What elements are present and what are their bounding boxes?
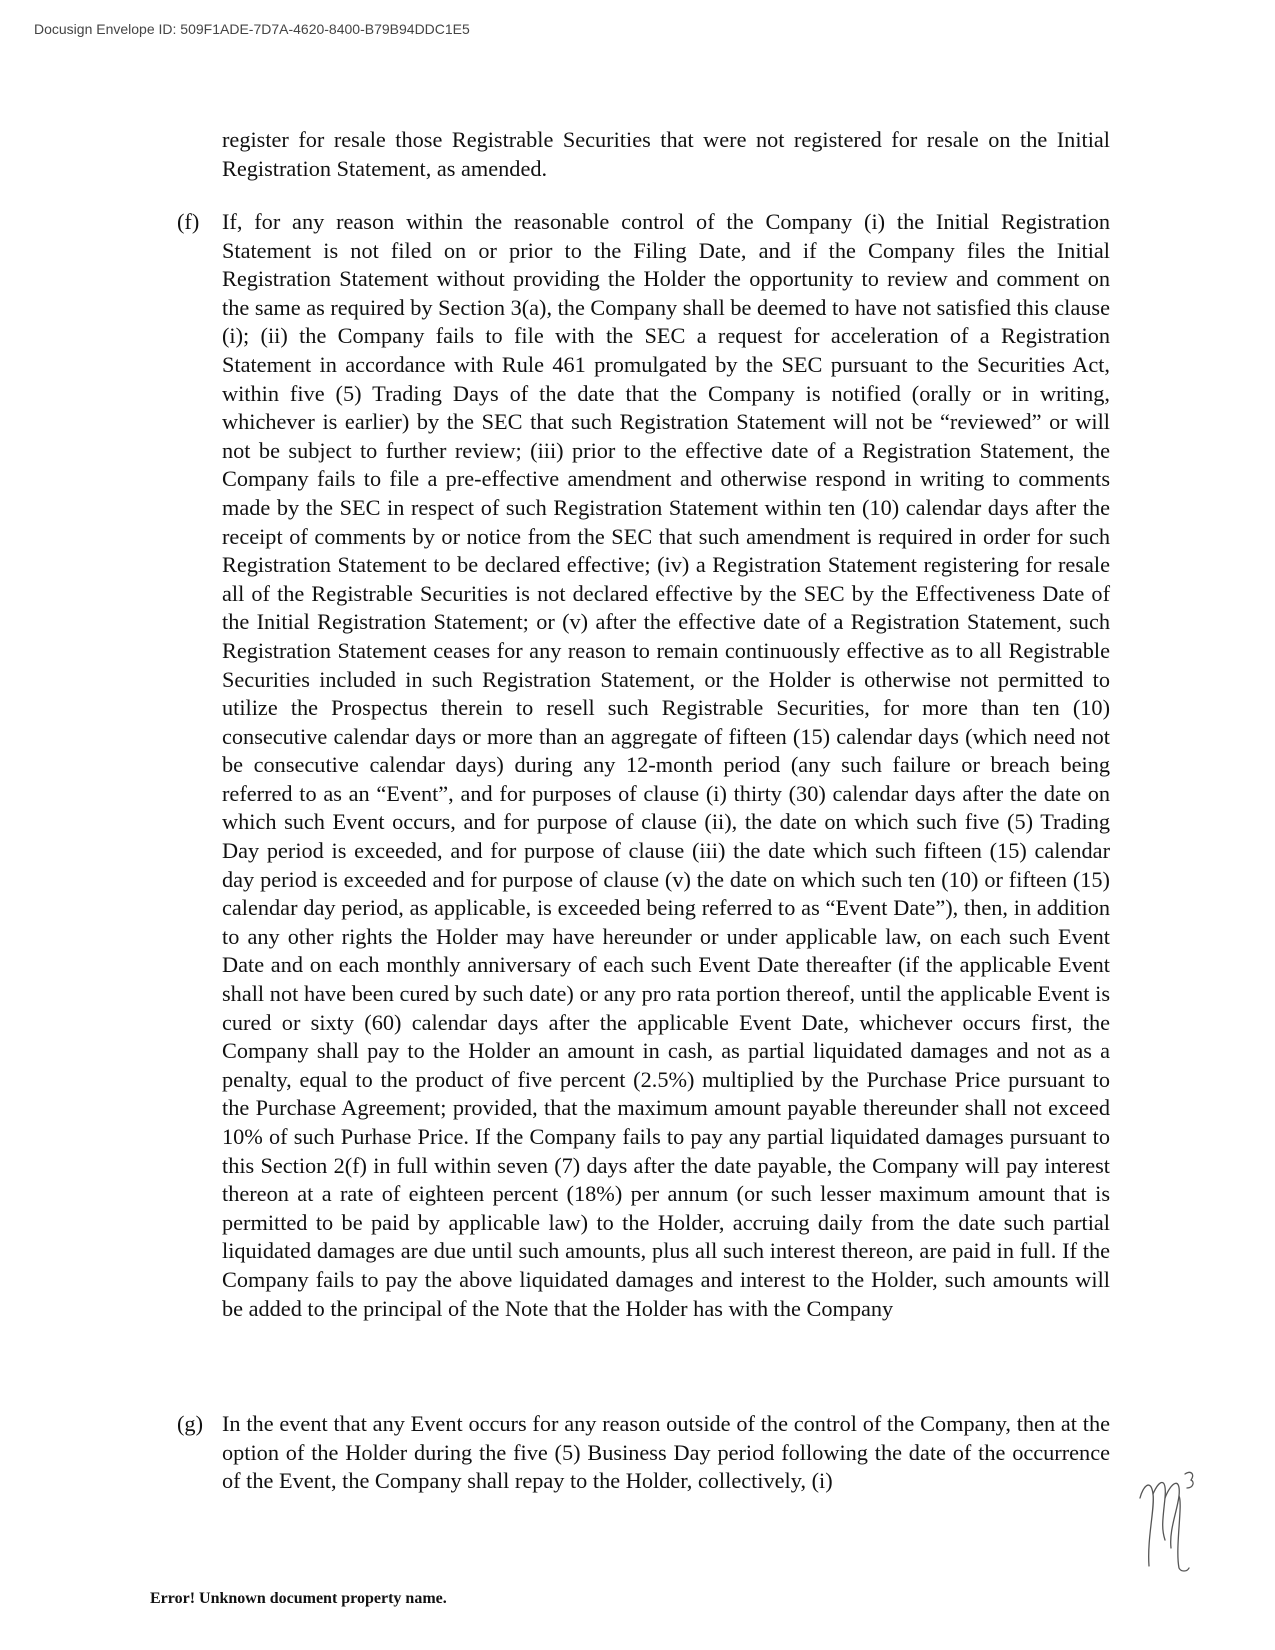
clause-f-paragraph: If, for any reason within the reasonable control of the Company (i) the Initial Registration Statement is not filed on or prior to the Filing Date, and if the Company files the Initial Registration Statement without providing the Holder the opportunity to review and comment on the same as required by Section 3(a), the Company shall be deemed to have not satisfied this clause (i); (ii) the Company fails to file with the SEC a request for acceleration of a Registration Statement in accordance with Rule 461 promulgated by the SEC pursuant to the Securities Act, within five (5) Trading Days of the date that the Company is notified (orally or in writing, whichever is earlier) by the SEC that such Registration Statement will not be “reviewed” or will not be subject to further review; (iii) prior to the effective date of a Registration Statement, the Company fails to file a pre-effective amendment and otherwise respond in writing to comments made by the SEC in respect of such Registration Statement within ten (10) calendar days after the receipt of comments by or notice from the SEC that such amendment is required in order for such Registration Statement to be declared effective; (iv) a Registration Statement registering for resale all of the Registrable Securities is not declared effective by the SEC by the Effectiveness Date of the Initial Registration Statement; or (v) after the effective date of a Registration Statement, such Registration Statement ceases for any reason to remain continuously effective as to all Registrable Securities included in such Registration Statement, or the Holder is otherwise not permitted to utilize the Prospectus therein to resell such Registrable Securities, for more than ten (10) consecutive calendar days or more than an aggregate of fifteen (15) calendar days (which need not be consecutive calendar days) during any 12-month period (any such failure or breach being referred to as an “Event”, and for purposes of clause (i) thirty (30) calendar days after the date on which such Event occurs, and for purpose of clause (ii), the date on which such five (5) Trading Day period is exceeded, and for purpose of clause (iii) the date which such fifteen (15) calendar day period is exceeded and for purpose of clause (v) the date on which such ten (10) or fifteen (15) calendar day period, as applicable, is exceeded being referred to as “Event Date”), then, in addition to any other rights the Holder may have hereunder or under applicable law, on each such Event Date and on each monthly anniversary of each such Event Date thereafter (if the applicable Event shall not have been cured by such date) or any pro rata portion thereof, until the applicable Event is cured or sixty (60) calendar days after the applicable Event Date, whichever occurs first, the Company shall pay to the Holder an amount in cash, as partial liquidated damages and not as a penalty, equal to the product of five percent (2.5%) multiplied by the Purchase Price pursuant to the Purchase Agreement; provided, that the maximum amount payable thereunder shall not exceed 10% of such Purhase Price. If the Company fails to pay any partial liquidated damages pursuant to this Section 2(f) in full within seven (7) days after the date payable, the Company will pay interest thereon at a rate of eighteen percent (18%) per annum (or such lesser maximum amount that is permitted to be paid by applicable law) to the Holder, accruing daily from the date such partial liquidated damages are due until such amounts, plus all such interest thereon, are paid in full. If the Company fails to pay the above liquidated damages and interest to the Holder, such amounts will be added to the principal of the Note that the Holder has with the Company [222, 209, 1110, 1321]
clause-f-marker: (f) [177, 209, 200, 234]
handwritten-initials-signature [1135, 1468, 1215, 1578]
docusign-envelope-id: Docusign Envelope ID: 509F1ADE-7D7A-4620-8400-B79B94DDC1E5 [34, 21, 470, 37]
clause-g-paragraph: In the event that any Event occurs for any reason outside of the control of the Company, then at the option of the Holder during the five (5) Business Day period following the date of the occurrence of the Event, the Company shall repay to the Holder, collectively, (i) [222, 1411, 1110, 1494]
clause-g-marker: (g) [177, 1411, 203, 1436]
continuation-paragraph: register for resale those Registrable Securities that were not registered for resale on the Initial Registration Statement, as amended. [222, 127, 1110, 181]
footer-error-text: Error! Unknown document property name. [150, 1590, 447, 1607]
